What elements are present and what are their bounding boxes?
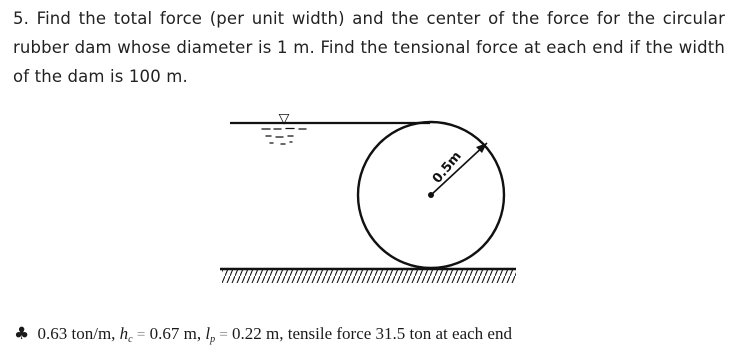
radius-label: 0.5m: [429, 148, 465, 187]
ground: [220, 269, 516, 283]
water-level-symbol: ▽: [278, 111, 290, 127]
equals-sign: =: [219, 327, 228, 343]
lp-symbol: l: [205, 324, 211, 343]
hc-symbol: h: [119, 324, 129, 343]
problem-statement: 5. Find the total force (per unit width) and the center of the force for the circular rubber dam whose diameter is 1 m. Find the tensional force at each end if the width of the dam is 100 m.: [13, 9, 725, 86]
lp-subscript: p: [210, 334, 216, 345]
answer-line: [14, 323, 512, 351]
club-bullet-icon: ♣: [14, 324, 30, 344]
hc-subscript: c: [128, 334, 133, 345]
equals-sign: =: [136, 327, 146, 343]
answer-lp-value: 0.22 m, tensile force 31.5 ton at each end: [232, 324, 512, 343]
answer-force: 0.63 ton/m,: [37, 324, 116, 343]
water-surface: [230, 123, 430, 144]
answer-hc-value: 0.67 m,: [149, 324, 202, 343]
